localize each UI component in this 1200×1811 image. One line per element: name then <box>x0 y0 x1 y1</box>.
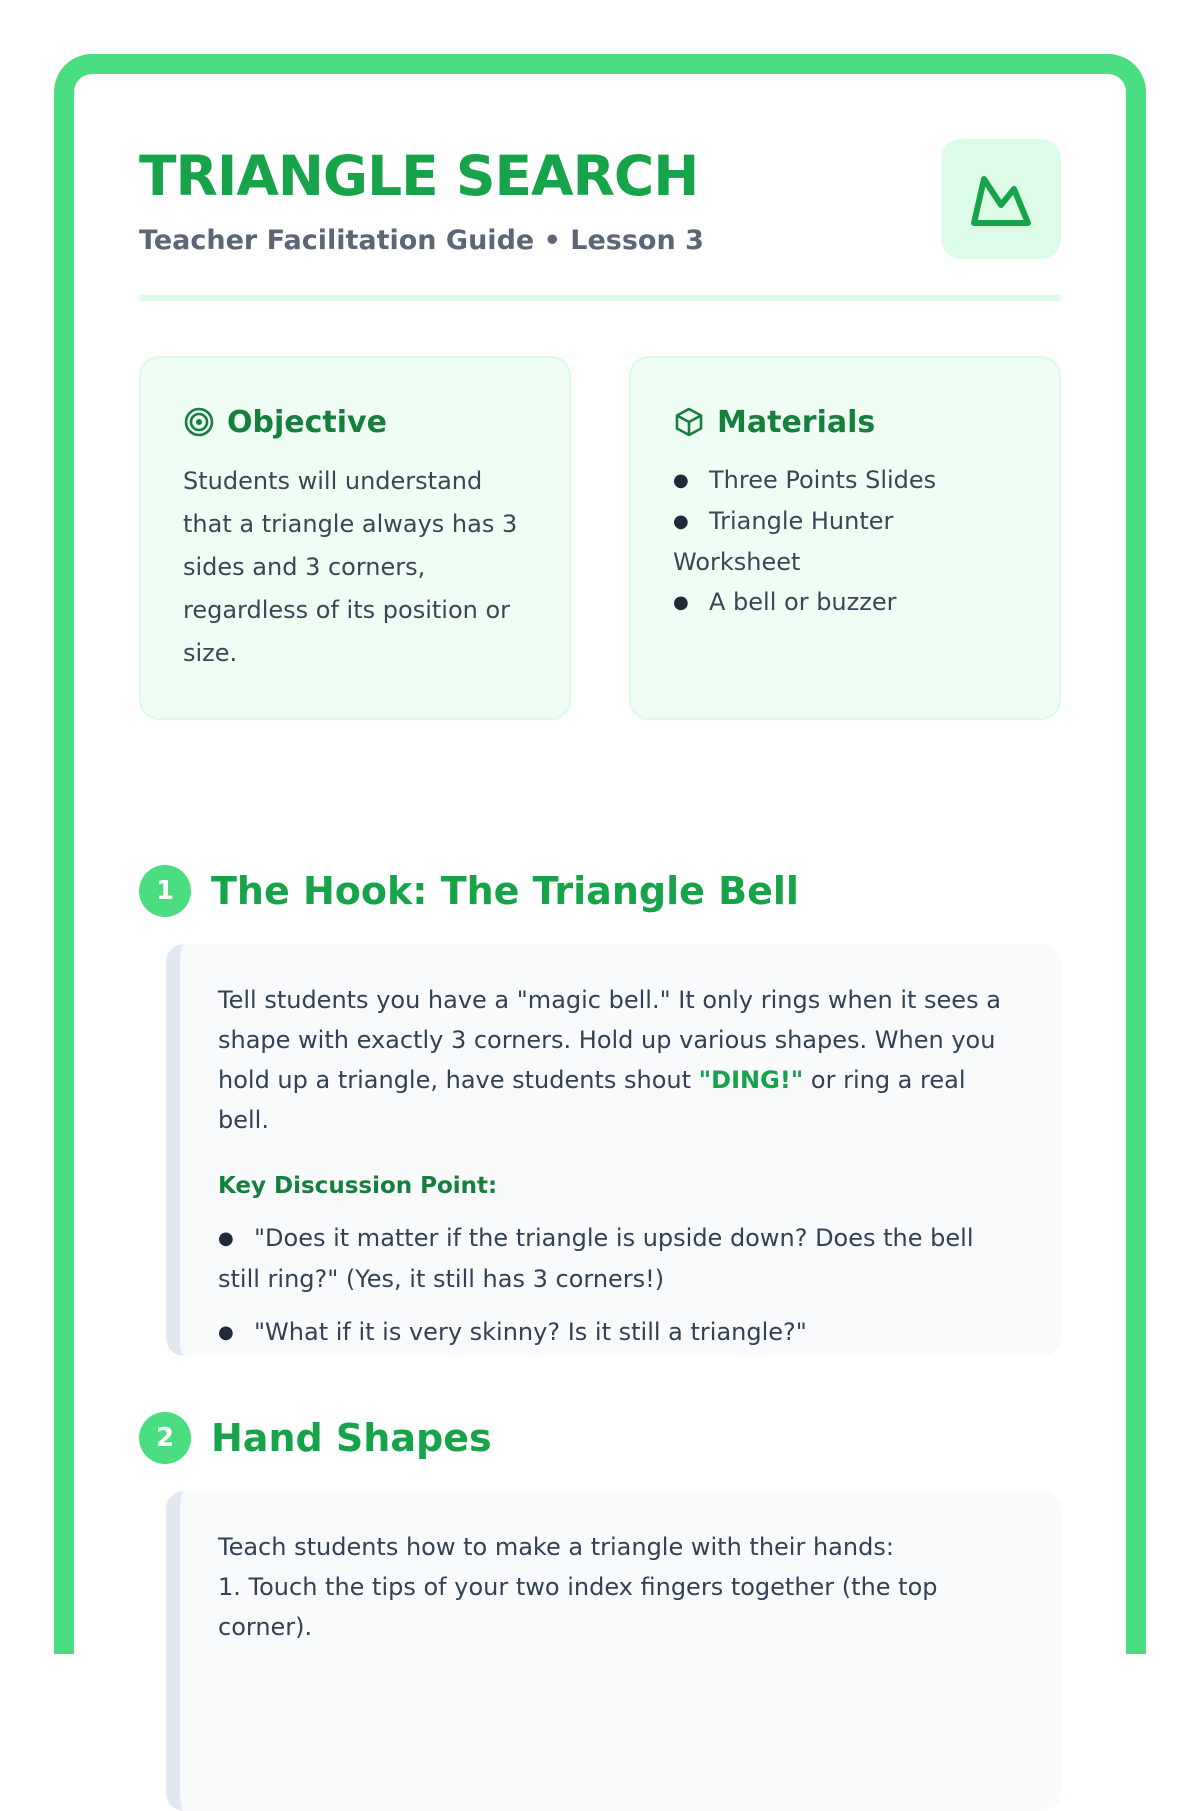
list-item <box>673 582 1017 623</box>
page-subtitle: Teacher Facilitation Guide • Lesson 3 <box>139 225 704 256</box>
mountain-triangle-icon <box>970 171 1032 227</box>
hook-text-end: or ring a real bell. <box>218 1066 966 1134</box>
list-item <box>218 1218 1023 1299</box>
discussion-point: "What if it is very skinny? Is it still a triangle?" <box>254 1318 807 1346</box>
material-label: Three Points Slides <box>709 466 937 494</box>
hook-text: Tell students you have a "magic bell." It only rings when it sees a shape with exactly 3 corners. Hold up various shapes. When you hold up a triangle, have students shout <box>218 986 1001 1094</box>
hook-instructions <box>218 980 1023 1140</box>
bullet-icon: ● <box>673 470 689 491</box>
discussion-point: "Does it matter if the triangle is upside down? Does the bell still ring?" (Yes, it still has 3 corners!) <box>218 1224 974 1293</box>
section-1-panel <box>166 944 1061 1356</box>
list-item <box>673 460 1017 501</box>
list-item <box>673 501 1017 582</box>
objective-header <box>183 402 527 442</box>
objective-text: Students will understand that a triangle always has 3 sides and 3 corners, regardless of its position or size. <box>183 467 518 667</box>
material-label: Triangle Hunter Worksheet <box>673 507 894 576</box>
bullet-icon: ● <box>673 592 689 613</box>
section-2-panel <box>166 1491 1061 1811</box>
section-title: The Hook: The Triangle Bell <box>211 869 799 913</box>
guide-content <box>139 139 1061 1641</box>
box-icon <box>673 406 705 438</box>
material-label: A bell or buzzer <box>709 588 897 616</box>
key-discussion-label: Key Discussion Point: <box>218 1173 498 1199</box>
bullet-icon: ● <box>218 1322 234 1343</box>
hand-shapes-intro: Teach students how to make a triangle with their hands: <box>218 1533 894 1561</box>
bullet-icon: ● <box>218 1228 234 1249</box>
guide-frame <box>54 54 1146 1654</box>
target-icon <box>183 406 215 438</box>
header <box>139 139 1061 279</box>
header-divider <box>139 295 1061 301</box>
section-2-heading <box>139 1410 492 1466</box>
step-number-badge: 2 <box>139 1412 191 1464</box>
discussion-points <box>218 1218 1023 1353</box>
overview-cards <box>139 356 1061 720</box>
step-number-badge: 1 <box>139 865 191 917</box>
objective-card <box>139 356 571 720</box>
page-title: TRIANGLE SEARCH <box>139 144 699 208</box>
materials-header <box>673 402 1017 442</box>
materials-card <box>629 356 1061 720</box>
list-item <box>218 1312 1023 1353</box>
materials-title: Materials <box>717 404 876 440</box>
hand-shapes-step: 1. Touch the tips of your two index fingers together (the top corner). <box>218 1573 938 1641</box>
section-1-heading <box>139 863 799 919</box>
section-title: Hand Shapes <box>211 1416 492 1460</box>
objective-title: Objective <box>227 404 387 440</box>
ding-highlight: "DING!" <box>698 1066 804 1094</box>
logo-badge <box>941 139 1061 259</box>
bullet-icon: ● <box>673 511 689 532</box>
materials-list <box>673 460 1017 623</box>
